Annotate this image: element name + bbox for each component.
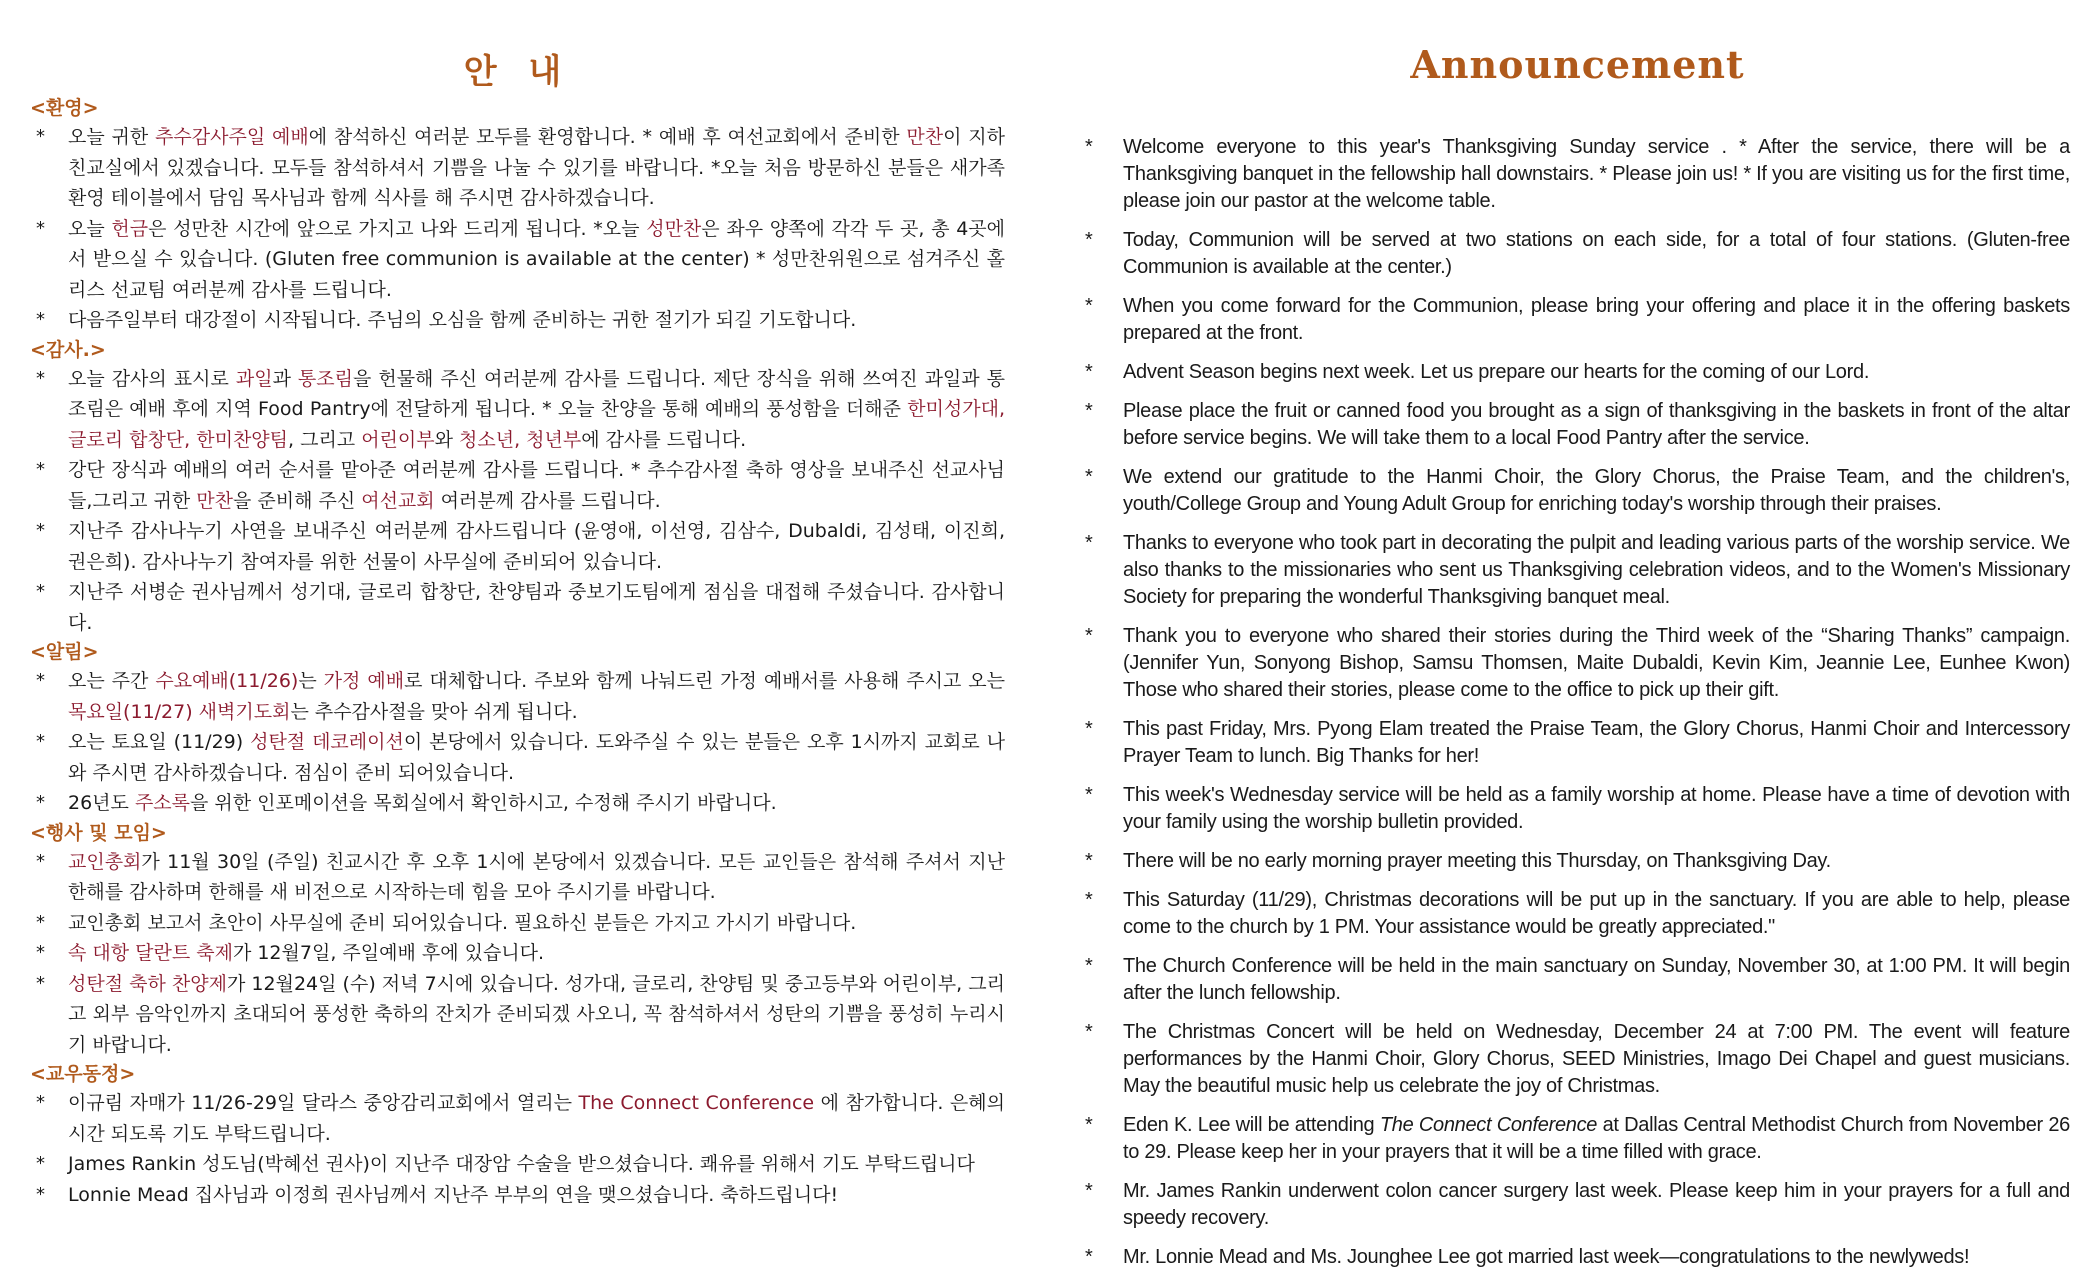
item-text: When you come forward for the Communion, please bring your offering and place it in the offering baskets prepared at the front. bbox=[1123, 295, 2070, 344]
announcement-item bbox=[1085, 398, 2070, 452]
highlight-text: 헌금 bbox=[111, 217, 149, 240]
bullet-icon: * bbox=[1085, 532, 1093, 554]
highlight-text: 만찬 bbox=[196, 489, 233, 512]
item-text: 을 위한 인포메이션을 목회실에서 확인하시고, 수정해 주시기 바랍니다. bbox=[190, 792, 777, 814]
item-text: , 그리고 bbox=[288, 428, 362, 451]
announcement-item bbox=[1085, 1244, 2070, 1271]
announcement-item bbox=[1085, 716, 2070, 770]
announcement-item bbox=[1085, 782, 2070, 836]
announcement-item bbox=[30, 788, 1005, 819]
section-heading: <교우동정> bbox=[30, 1063, 136, 1085]
item-text: 은 성만찬 시간에 앞으로 가지고 나와 드리게 됩니다. *오늘 bbox=[148, 217, 647, 240]
section-heading: <환영> bbox=[30, 97, 99, 119]
highlight-text: 수요예배(11/26) bbox=[155, 670, 299, 692]
item-text: Welcome everyone to this year's Thanksgiving Sunday service . * After the service, there will be a Thanksgiving banquet in the fellowship hall downstairs. * Please join us! * If you are visiting us for the first time, please join our pastor at the welcome table. bbox=[1123, 136, 2070, 212]
bullet-icon: * bbox=[1085, 784, 1093, 806]
english-column bbox=[1085, 0, 2070, 1283]
item-text: There will be no early morning prayer meeting this Thursday, on Thanksgiving Day. bbox=[1123, 850, 1831, 872]
item-text: This week's Wednesday service will be held as a family worship at home. Please have a time of devotion with your family using the worship bulletin provided. bbox=[1123, 784, 2070, 833]
item-text: Eden K. Lee will be attending bbox=[1123, 1114, 1380, 1136]
korean-section bbox=[30, 338, 1005, 639]
item-text: Thank you to everyone who shared their stories during the Third week of the “Sharing Thanks” campaign. (Jennifer Yun, Sonyong Bishop, Samsu Thomsen, Maite Dubaldi, Kevin Kim, Jeannie Lee, Eunhee Kwon) Those who shared their stories, please come to the office to pick up their gift. bbox=[1123, 625, 2070, 701]
bullet-icon: * bbox=[1085, 466, 1093, 488]
korean-title: 안 내 bbox=[463, 52, 572, 92]
announcement-item bbox=[30, 577, 1005, 638]
korean-section bbox=[30, 640, 1005, 819]
announcement-item bbox=[1085, 464, 2070, 518]
item-text: Mr. Lonnie Mead and Ms. Jounghee Lee got married last week—congratulations to the newlyweds! bbox=[1123, 1246, 1970, 1268]
item-text: 오늘 bbox=[68, 217, 112, 240]
item-text: 에 감사를 드립니다. bbox=[581, 428, 747, 451]
item-text: We extend our gratitude to the Hanmi Choir, the Glory Chorus, the Praise Team, and the children's, youth/College Group and Young Adult Group for enriching today's worship through their praises. bbox=[1123, 466, 2070, 515]
item-text: 오는 토요일 (11/29) bbox=[68, 731, 251, 753]
announcement-item bbox=[30, 516, 1005, 577]
item-text: 교인총회 보고서 초안이 사무실에 준비 되어있습니다. 필요하신 분들은 가지고 가시기 바랍니다. bbox=[68, 911, 857, 934]
item-text: This Saturday (11/29), Christmas decorations will be put up in the sanctuary. If you are able to help, please come to the church by 1 PM. Your assistance would be greatly appreciated." bbox=[1123, 889, 2070, 938]
item-text: Advent Season begins next week. Let us prepare our hearts for the coming of our Lord. bbox=[1123, 361, 1870, 383]
item-text: 과 bbox=[272, 367, 298, 390]
highlight-text: 가정 예배 bbox=[323, 670, 405, 692]
item-text: 로 대체합니다. 주보와 함께 나눠드린 가정 예배서를 사용해 주시고 오는 bbox=[404, 670, 1006, 692]
highlight-text: 통조림 bbox=[297, 367, 353, 390]
bullet-icon: * bbox=[1085, 1180, 1093, 1202]
item-text: 는 추수감사절을 맞아 쉬게 됩니다. bbox=[290, 700, 578, 723]
announcement-item bbox=[30, 1088, 1005, 1149]
highlight-text: 추수감사주일 예배 bbox=[155, 126, 309, 148]
korean-sections bbox=[30, 96, 1005, 1210]
announcement-item bbox=[1085, 359, 2070, 386]
item-text: 여러분께 감사를 드립니다. bbox=[434, 489, 661, 512]
item-text: This past Friday, Mrs. Pyong Elam treated the Praise Team, the Glory Chorus, Hanmi Choir and Intercessory Prayer Team to lunch. Big Thanks for her! bbox=[1123, 718, 2070, 767]
bullet-icon: * bbox=[1085, 400, 1093, 422]
bullet-icon: * bbox=[1085, 1114, 1093, 1136]
item-text: 이 본당에서 있습니다. 도와주실 수 있는 분들은 오후 1시까지 교회로 나와 주시면 감사하겠습니다. 점심이 준비 되어있습니다. bbox=[68, 731, 1005, 784]
announcement-item bbox=[1085, 623, 2070, 704]
highlight-text: 속 대항 달란트 축제 bbox=[68, 942, 233, 964]
bullet-icon: * bbox=[1085, 718, 1093, 740]
announcement-item bbox=[30, 305, 1005, 336]
announcement-item bbox=[30, 969, 1005, 1061]
korean-section bbox=[30, 96, 1005, 336]
item-text: 지난주 서병순 권사님께서 성기대, 글로리 합창단, 찬양팀과 중보기도팀에게 점심을 대접해 주셨습니다. 감사합니다. bbox=[68, 581, 1005, 634]
bullet-icon: * bbox=[1085, 1021, 1093, 1043]
bullet-icon: * bbox=[36, 581, 45, 602]
item-text: Lonnie Mead 집사님과 이정희 권사님께서 지난주 부부의 연을 맺으셨습니다. 축하드립니다! bbox=[68, 1183, 839, 1206]
item-text: 지난주 감사나누기 사연을 보내주신 여러분께 감사드립니다 (윤영애, 이선영, 김삼수, Dubaldi, 김성태, 이진희, 권은희). 감사나누기 참여자를 위한 선물이 사무실에 준비되어 있습니다. bbox=[68, 520, 1005, 573]
korean-column bbox=[30, 0, 1005, 1210]
section-heading: <감사.> bbox=[30, 338, 106, 361]
announcement-item bbox=[30, 455, 1005, 516]
announcement-item bbox=[30, 847, 1005, 908]
item-text: 가 11월 30일 (주일) 친교시간 후 오후 1시에 본당에서 있겠습니다. 모든 교인들은 참석해 주셔서 지난 한해를 감사하며 한해를 새 비전으로 시작하는데 힘을 모아 주시기를 바랍니다. bbox=[68, 850, 1005, 903]
bullet-icon: * bbox=[36, 792, 45, 813]
highlight-text: 성탄절 데코레이션 bbox=[250, 731, 404, 753]
english-announcements bbox=[1085, 134, 2070, 1271]
item-text: 가 12월24일 (수) 저녁 7시에 있습니다. 성가대, 글로리, 찬양팀 및 중고등부와 어린이부, 그리고 외부 음악인까지 초대되어 풍성한 축하의 잔치가 준비되겠 사오니, 꼭 참석하셔서 성탄의 기쁨을 풍성히 누리시기 바랍니다. bbox=[68, 972, 1005, 1056]
item-text: 가 12월7일, 주일예배 후에 있습니다. bbox=[232, 942, 545, 964]
item-text: 은 좌우 양쪽에 각각 두 곳, 총 4곳에서 받으실 수 있습니다. (Gluten free communion is available at the center) * 성만찬위원으로 섬겨주신 홀리스 선교팀 여러분께 감사를 드립니다. bbox=[68, 217, 1005, 301]
korean-section bbox=[30, 821, 1005, 1061]
highlight-text: 한미성가대, 글로리 합창단, 한미찬양팀 bbox=[68, 398, 1005, 451]
highlight-text: 만찬 bbox=[906, 126, 944, 148]
item-text: The Church Conference will be held in the main sanctuary on Sunday, November 30, at 1:00 PM. It will begin after the lunch fellowship. bbox=[1123, 955, 2070, 1004]
announcement-item bbox=[1085, 953, 2070, 1007]
bullet-icon: * bbox=[36, 1153, 45, 1174]
item-text: 는 bbox=[298, 670, 324, 692]
bullet-icon: * bbox=[1085, 229, 1093, 251]
highlight-text: 어린이부 bbox=[361, 428, 435, 451]
announcement-item bbox=[30, 908, 1005, 939]
item-text: The Christmas Concert will be held on Wednesday, December 24 at 7:00 PM. The event will feature performances by the Hanmi Choir, Glory Chorus, SEED Ministries, Imago Dei Chapel and guest musicians. May the beautiful music help us celebrate the joy of Christmas. bbox=[1123, 1021, 2070, 1097]
item-text: at Dallas Central Methodist Church from November 26 to 29. Please keep her in your prayers that it will be a time filled with grace. bbox=[1123, 1114, 2070, 1163]
item-text: 오늘 감사의 표시로 bbox=[68, 367, 236, 390]
item-text: Thanks to everyone who took part in decorating the pulpit and leading various parts of the worship service. We also thanks to the missionaries who sent us Thanksgiving celebration videos, and to the Women's Missionary Society for preparing the wonderful Thanksgiving banquet meal. bbox=[1123, 532, 2070, 608]
bullet-icon: * bbox=[36, 1092, 45, 1113]
bullet-icon: * bbox=[36, 367, 45, 389]
highlight-text: 청소년, 청년부 bbox=[459, 428, 582, 451]
announcement-item bbox=[30, 214, 1005, 306]
highlight-text: 성만찬 bbox=[646, 217, 702, 240]
bullet-icon: * bbox=[36, 911, 45, 933]
item-text: 오는 주간 bbox=[68, 670, 156, 692]
bullet-icon: * bbox=[1085, 850, 1093, 872]
item-text: 오늘 귀한 bbox=[68, 126, 156, 148]
announcement-item bbox=[1085, 1112, 2070, 1166]
item-text: 을 헌물해 주신 여러분께 감사를 드립니다. 제단 장식을 위해 쓰여진 과일과 통조림은 예배 후에 지역 Food Pantry에 전달하게 됩니다. * 오늘 찬양을 통해 예배의 풍성함을 더해준 bbox=[68, 367, 1005, 420]
highlight-text: 목요일(11/27) 새벽기도회 bbox=[68, 700, 291, 723]
item-text: James Rankin 성도님(박혜선 권사)이 지난주 대장암 수술을 받으셨습니다. 쾌유를 위해서 기도 부탁드립니다 bbox=[68, 1153, 975, 1175]
announcement-item bbox=[30, 364, 1005, 456]
bullet-icon: * bbox=[1085, 625, 1093, 647]
bullet-icon: * bbox=[1085, 361, 1093, 383]
announcement-item bbox=[1085, 530, 2070, 611]
announcement-item bbox=[1085, 1019, 2070, 1100]
bullet-icon: * bbox=[36, 850, 45, 872]
item-text: 이 지하 친교실에서 있겠습니다. 모두들 참석하셔서 기쁨을 나눌 수 있기를 바랍니다. *오늘 처음 방문하신 분들은 새가족 환영 테이블에서 담임 목사님과 함께 식사를 해 주시면 감사하겠습니다. bbox=[68, 126, 1005, 209]
highlight-text: 교인총회 bbox=[68, 850, 142, 873]
bullet-icon: * bbox=[1085, 955, 1093, 977]
announcement-item bbox=[30, 938, 1005, 969]
bullet-icon: * bbox=[36, 942, 45, 963]
item-text: 다음주일부터 대강절이 시작됩니다. 주님의 오심을 함께 준비하는 귀한 절기가 되길 기도합니다. bbox=[68, 309, 857, 331]
english-title: Announcement bbox=[1410, 42, 1745, 87]
section-heading: <행사 및 모임> bbox=[30, 821, 167, 844]
announcement-item bbox=[1085, 293, 2070, 347]
bullet-icon: * bbox=[36, 459, 45, 480]
section-heading: <알림> bbox=[30, 641, 99, 663]
bullet-icon: * bbox=[36, 1183, 45, 1205]
item-text: 을 준비해 주신 bbox=[232, 489, 362, 512]
item-text: 이규림 자매가 11/26-29일 달라스 중앙감리교회에서 열리는 bbox=[68, 1092, 579, 1114]
bullet-icon: * bbox=[36, 670, 45, 691]
announcement-item bbox=[1085, 227, 2070, 281]
announcement-item bbox=[1085, 1178, 2070, 1232]
bullet-icon: * bbox=[1085, 136, 1093, 158]
emphasis-text: The Connect Conference bbox=[1379, 1114, 1598, 1136]
announcement-item bbox=[30, 1149, 1005, 1180]
item-text: 에 참가합니다. 은혜의 시간 되도록 기도 부탁드립니다. bbox=[68, 1092, 1005, 1145]
bullet-icon: * bbox=[36, 309, 45, 330]
announcement-item bbox=[1085, 134, 2070, 215]
announcement-item bbox=[30, 666, 1005, 727]
bullet-icon: * bbox=[36, 520, 45, 541]
bullet-icon: * bbox=[36, 126, 45, 147]
announcement-item bbox=[30, 1180, 1005, 1211]
bullet-icon: * bbox=[1085, 295, 1093, 317]
item-text: Please place the fruit or canned food you brought as a sign of thanksgiving in the baskets in front of the altar before service begins. We will take them to a local Food Pantry after the service. bbox=[1123, 400, 2070, 449]
announcement-item bbox=[30, 122, 1005, 214]
highlight-text: 여선교회 bbox=[361, 489, 435, 512]
bullet-icon: * bbox=[36, 217, 45, 239]
announcement-item bbox=[1085, 848, 2070, 875]
item-text: 강단 장식과 예배의 여러 순서를 맡아준 여러분께 감사를 드립니다. * 추수감사절 축하 영상을 보내주신 선교사님들,그리고 귀한 bbox=[68, 459, 1005, 512]
announcement-item bbox=[30, 727, 1005, 788]
announcement-item bbox=[1085, 887, 2070, 941]
bullet-icon: * bbox=[1085, 1246, 1093, 1268]
korean-section bbox=[30, 1062, 1005, 1210]
item-text: Today, Communion will be served at two stations on each side, for a total of four stations. (Gluten-free Communion is available at the center.) bbox=[1123, 229, 2070, 278]
bullet-icon: * bbox=[36, 972, 45, 994]
item-text: 26년도 bbox=[68, 792, 135, 814]
highlight-text: 과일 bbox=[235, 367, 273, 390]
bullet-icon: * bbox=[1085, 889, 1093, 911]
item-text: 에 참석하신 여러분 모두를 환영합니다. * 예배 후 여선교회에서 준비한 bbox=[308, 126, 907, 148]
highlight-text: 주소록 bbox=[134, 792, 190, 814]
highlight-text: 성탄절 축하 찬양제 bbox=[68, 972, 227, 995]
bullet-icon: * bbox=[36, 731, 45, 752]
item-text: 와 bbox=[434, 428, 460, 451]
item-text: Mr. James Rankin underwent colon cancer surgery last week. Please keep him in your prayers for a full and speedy recovery. bbox=[1123, 1180, 2070, 1229]
highlight-text: The Connect Conference bbox=[578, 1092, 815, 1114]
